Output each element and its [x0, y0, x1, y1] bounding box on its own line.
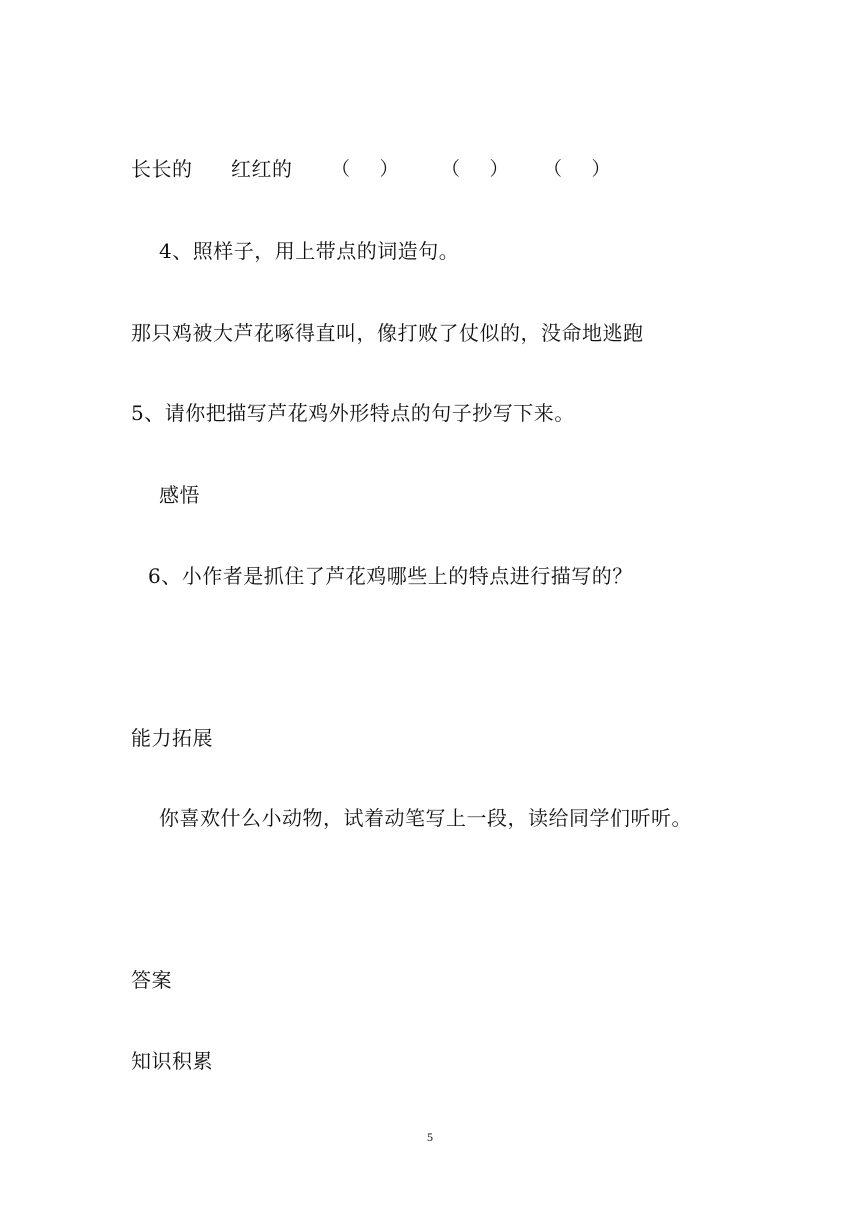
section-heading-ganwu: 感悟 [159, 483, 200, 507]
word-honghong: 红红的 [231, 157, 293, 181]
word-changchang: 长长的 [131, 157, 193, 181]
blank-3-close: ） [591, 158, 611, 180]
blank-1-close: ） [379, 158, 399, 180]
question-4-example-sentence: 那只鸡被大芦花啄得直叫，像打败了仗似的，没命地逃跑 [131, 321, 644, 345]
section-heading-answer: 答案 [131, 968, 172, 992]
question-4-prompt: 4、照样子，用上带点的词造句。 [159, 239, 460, 263]
blank-1-open: （ [331, 158, 351, 180]
nengli-tuozhan-prompt: 你喜欢什么小动物，试着动笔写上一段，读给同学们听听。 [159, 806, 692, 830]
blank-1 [331, 157, 399, 181]
blank-3 [543, 157, 611, 181]
blank-2-open: （ [441, 158, 461, 180]
blank-2 [441, 157, 509, 181]
section-heading-nengli-tuozhan: 能力拓展 [131, 726, 213, 750]
question-6-prompt: 6、小作者是抓住了芦花鸡哪些上的特点进行描写的？ [148, 564, 633, 588]
blank-3-open: （ [543, 158, 563, 180]
page-number: 5 [427, 1130, 433, 1144]
section-heading-zhishi-jilei: 知识积累 [131, 1049, 213, 1073]
question-5-prompt: 5、请你把描写芦花鸡外形特点的句子抄写下来。 [131, 401, 575, 425]
blank-2-close: ） [489, 158, 509, 180]
